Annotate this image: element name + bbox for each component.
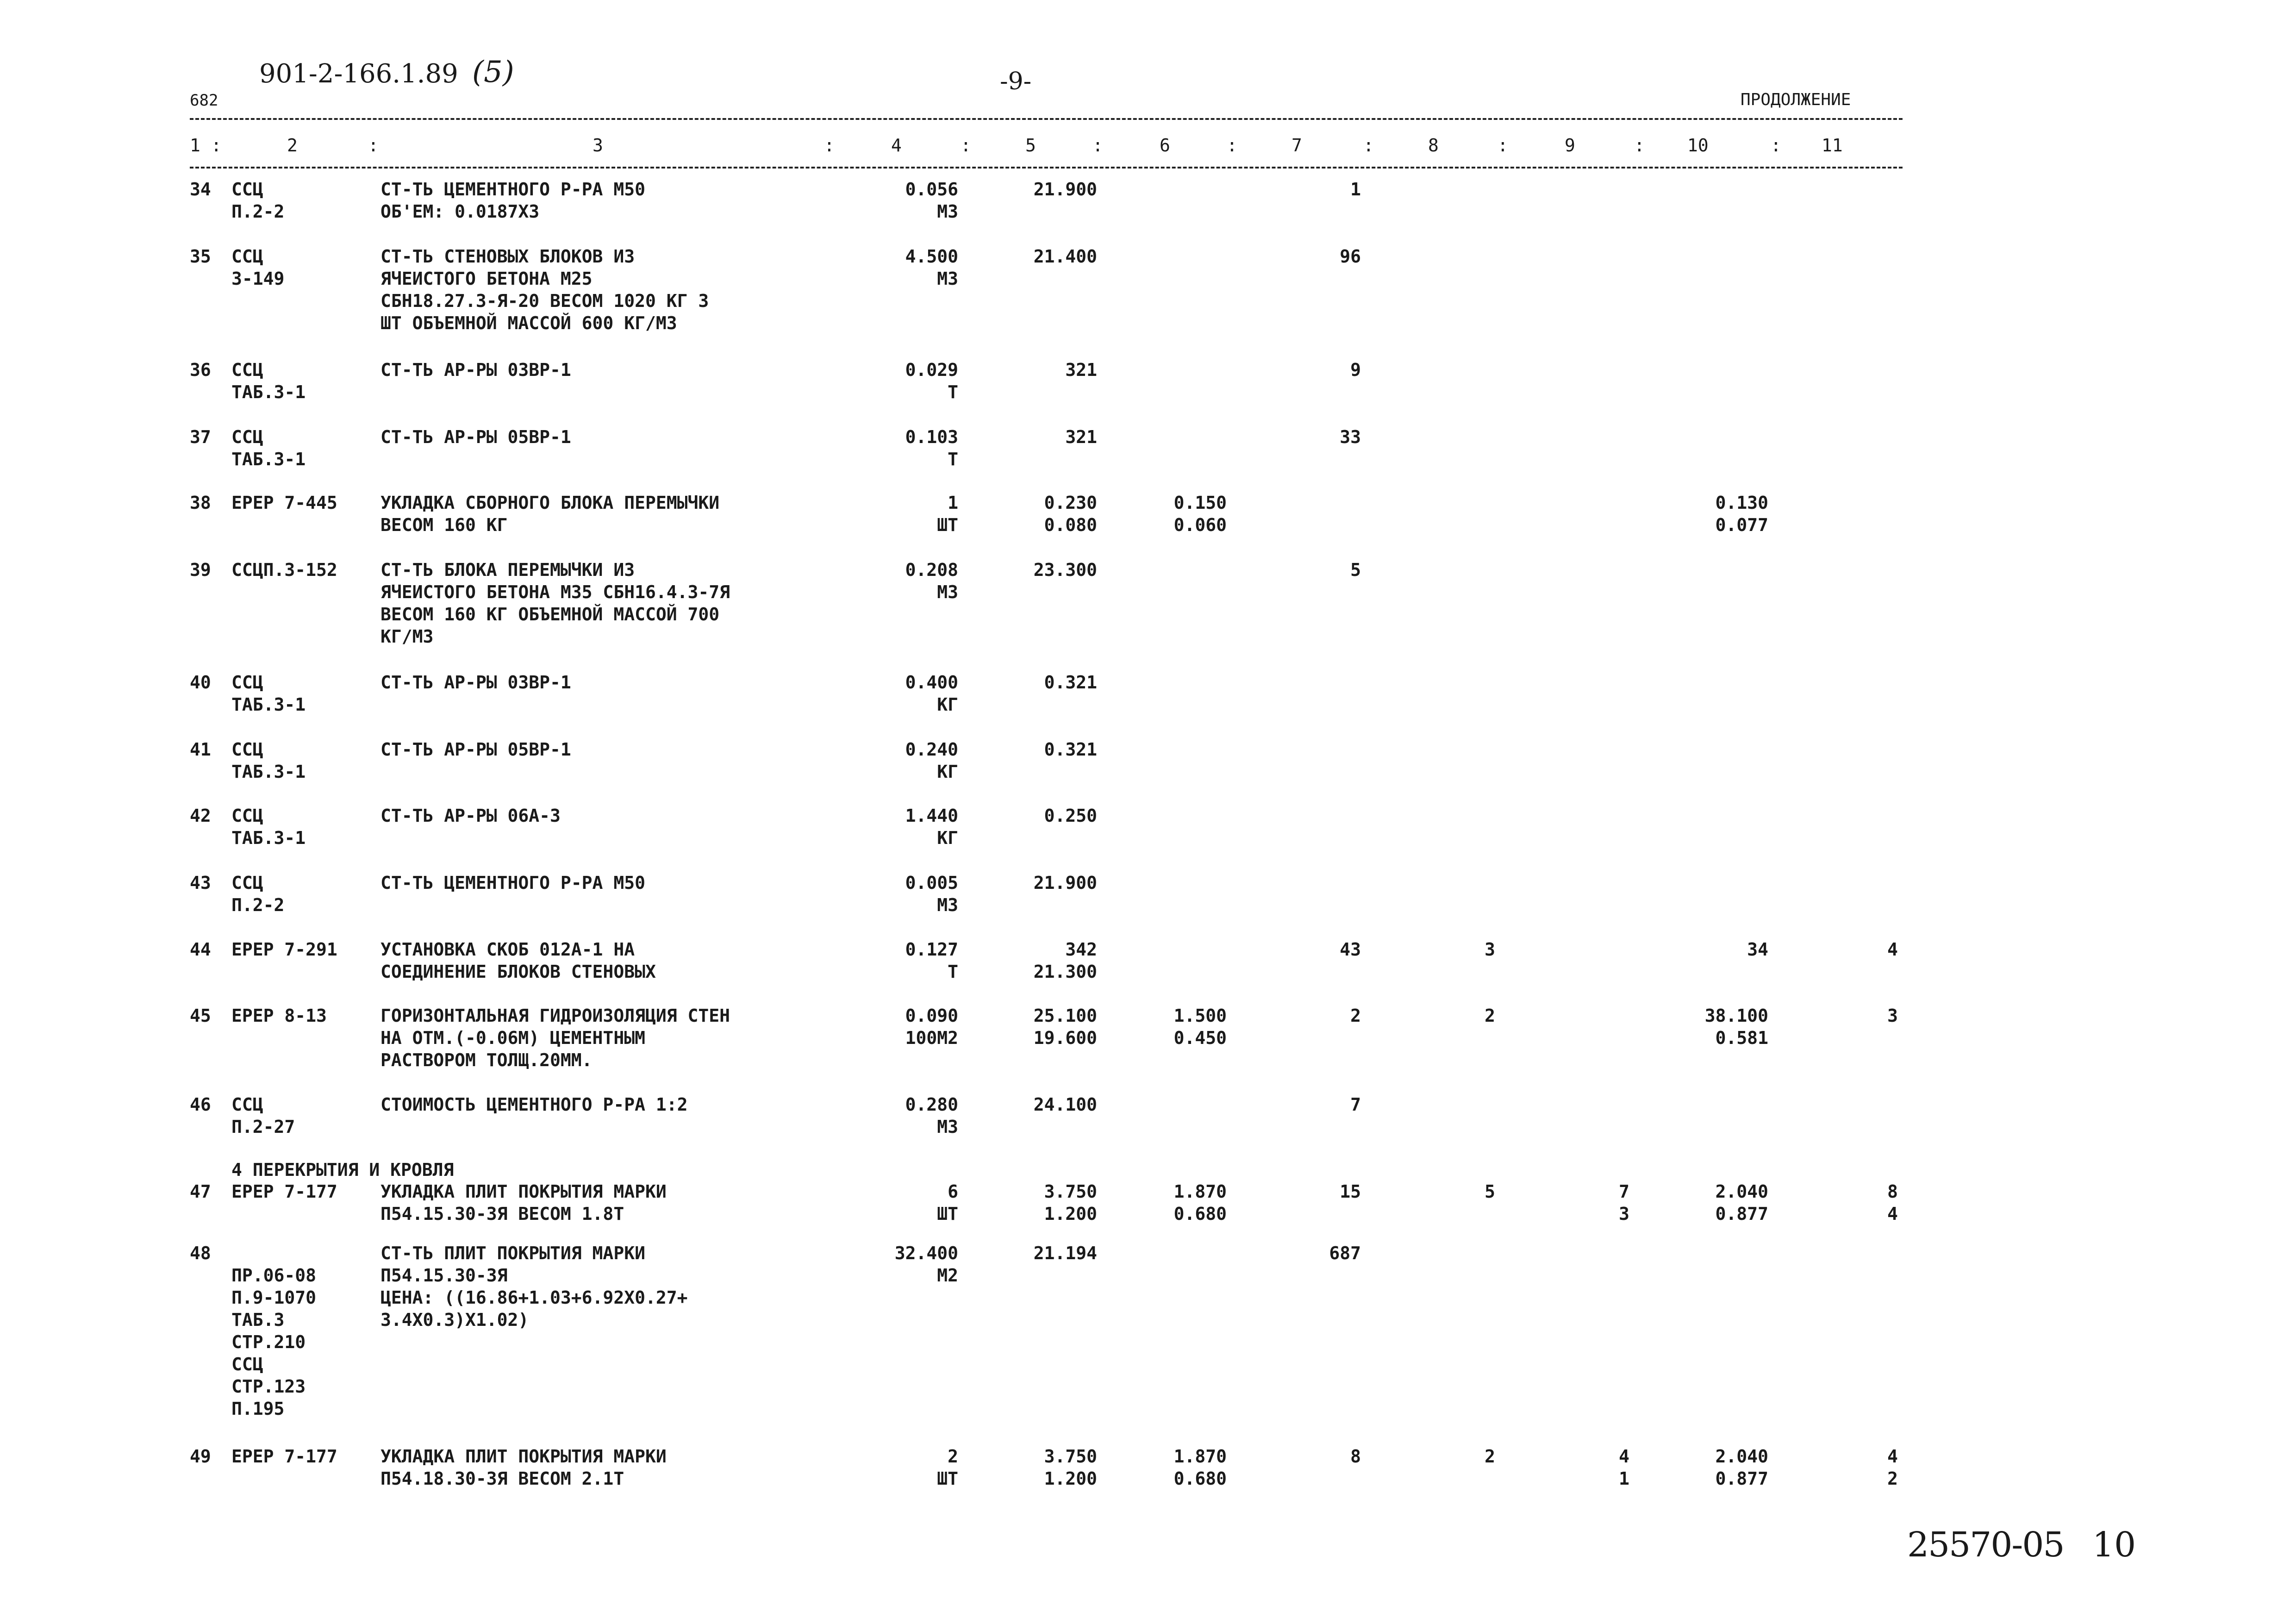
- col-sep: :: [824, 135, 835, 156]
- rate-code: ЕРЕР 7-445: [231, 493, 337, 513]
- sheet-number: 10: [2092, 1525, 2136, 1565]
- quantity: 1 ШТ: [937, 493, 958, 535]
- col-sep: :: [1363, 135, 1374, 156]
- col-header-2: 2: [287, 135, 298, 156]
- col6-value: 1.500 0.450: [1173, 1006, 1227, 1048]
- rate-code: ЕРЕР 8-13: [231, 1006, 327, 1026]
- rate-code: ССЦ П.2-2: [231, 179, 285, 222]
- rate-code: ССЦ ТАБ.3-1: [231, 739, 306, 782]
- col7-value: 96: [1340, 246, 1361, 267]
- work-description: СТ-ТЬ СТЕНОВЫХ БЛОКОВ ИЗ ЯЧЕИСТОГО БЕТОНА М25 СБН18.27.3-Я-20 ВЕСОМ 1020 КГ 3 ШТ ОБЪЕМНОЙ МАССОЙ 600 КГ/М3: [381, 246, 709, 333]
- rate-code: ССЦ ТАБ.3-1: [231, 806, 306, 848]
- rate-code: ССЦ ТАБ.3-1: [231, 427, 306, 469]
- row-number: 49: [190, 1446, 211, 1467]
- col5-value: 3.750 1.200: [1044, 1181, 1097, 1224]
- row-number: 43: [190, 873, 211, 893]
- col10-value: 0.130 0.077: [1715, 493, 1768, 535]
- col-header-1: 1 :: [190, 135, 222, 156]
- rate-code: ССЦ 3-149: [231, 246, 285, 289]
- col10-value: 2.040 0.877: [1715, 1446, 1768, 1489]
- archive-stamp: 25570-05: [1907, 1525, 2064, 1565]
- col8-value: 2: [1485, 1006, 1495, 1026]
- quantity: 32.400 М2: [894, 1243, 958, 1286]
- quantity: 4.500 М3: [905, 246, 958, 289]
- col5-value: 21.900: [1033, 873, 1097, 893]
- col5-value: 321: [1065, 427, 1097, 447]
- work-description: СТОИМОСТЬ ЦЕМЕНТНОГО Р-РА 1:2: [381, 1094, 688, 1115]
- row-number: 38: [190, 493, 211, 513]
- row-number: 40: [190, 672, 211, 693]
- col7-value: 43: [1340, 939, 1361, 960]
- col-header-5: 5: [1025, 135, 1036, 156]
- col8-value: 3: [1485, 939, 1495, 960]
- work-description: СТ-ТЬ АР-РЫ 03ВР-1: [381, 360, 571, 380]
- col8-value: 5: [1485, 1181, 1495, 1202]
- col5-value: 0.250: [1044, 806, 1097, 826]
- col7-value: 7: [1350, 1094, 1361, 1115]
- col-sep: :: [1092, 135, 1103, 156]
- row-number: 46: [190, 1094, 211, 1115]
- quantity: 0.103 Т: [905, 427, 958, 469]
- rate-code: ССЦ ТАБ.3-1: [231, 672, 306, 715]
- col-header-10: 10: [1687, 135, 1709, 156]
- work-description: СТ-ТЬ АР-РЫ 05ВР-1: [381, 739, 571, 760]
- col8-value: 2: [1485, 1446, 1495, 1467]
- row-number: 42: [190, 806, 211, 826]
- row-number: 48: [190, 1243, 211, 1263]
- col6-value: 1.870 0.680: [1173, 1181, 1227, 1224]
- work-description: СТ-ТЬ ЦЕМЕНТНОГО Р-РА М50: [381, 873, 645, 893]
- work-description: СТ-ТЬ ПЛИТ ПОКРЫТИЯ МАРКИ П54.15.30-3Я ЦЕНА: ((16.86+1.03+6.92Х0.27+ 3.4Х0.3)Х1.02): [381, 1243, 688, 1330]
- header-bottom-rule: [190, 167, 1903, 169]
- work-description: СТ-ТЬ ЦЕМЕНТНОГО Р-РА М50 ОБ'ЕМ: 0.0187Х3: [381, 179, 645, 222]
- col11-value: 8 4: [1887, 1181, 1898, 1224]
- col10-value: 38.100 0.581: [1704, 1006, 1768, 1048]
- section-heading: 4 ПЕРЕКРЫТИЯ И КРОВЛЯ: [231, 1160, 454, 1180]
- col5-value: 24.100: [1033, 1094, 1097, 1115]
- col-header-7: 7: [1292, 135, 1302, 156]
- page-number: -9-: [1000, 68, 1032, 95]
- col6-value: 0.150 0.060: [1173, 493, 1227, 535]
- rate-code: ПР.06-08 П.9-1070 ТАБ.3 СТР.210 ССЦ СТР.123 П.195: [231, 1265, 317, 1419]
- col10-value: 34: [1747, 939, 1768, 960]
- col5-value: 23.300: [1033, 560, 1097, 580]
- col-sep: :: [1497, 135, 1508, 156]
- rate-code: ССЦП.3-152: [231, 560, 337, 580]
- col5-value: 3.750 1.200: [1044, 1446, 1097, 1489]
- row-number: 37: [190, 427, 211, 447]
- row-number: 47: [190, 1181, 211, 1202]
- row-number: 45: [190, 1006, 211, 1026]
- quantity: 0.029 Т: [905, 360, 958, 402]
- col5-value: 25.100 19.600: [1033, 1006, 1097, 1048]
- col7-value: 33: [1340, 427, 1361, 447]
- col7-value: 687: [1329, 1243, 1361, 1263]
- quantity: 0.280 М3: [905, 1094, 958, 1137]
- quantity: 0.090 100М2: [905, 1006, 958, 1048]
- quantity: 6 ШТ: [937, 1181, 958, 1224]
- col11-value: 4 2: [1887, 1446, 1898, 1489]
- quantity: 0.240 КГ: [905, 739, 958, 782]
- col7-value: 5: [1350, 560, 1361, 580]
- col-header-9: 9: [1565, 135, 1575, 156]
- quantity: 0.127 Т: [905, 939, 958, 982]
- col5-value: 21.900: [1033, 179, 1097, 200]
- col5-value: 321: [1065, 360, 1097, 380]
- col5-value: 21.400: [1033, 246, 1097, 267]
- rate-code: ЕРЕР 7-177: [231, 1446, 337, 1467]
- col-header-4: 4: [891, 135, 902, 156]
- work-description: УКЛАДКА ПЛИТ ПОКРЫТИЯ МАРКИ П54.18.30-3Я ВЕСОМ 2.1Т: [381, 1446, 667, 1489]
- rate-code: ЕРЕР 7-291: [231, 939, 337, 960]
- rate-code: ССЦ П.2-27: [231, 1094, 295, 1137]
- row-number: 41: [190, 739, 211, 760]
- col7-value: 15: [1340, 1181, 1361, 1202]
- document-revision: (5): [472, 55, 514, 89]
- col11-value: 3: [1887, 1006, 1898, 1026]
- work-description: СТ-ТЬ АР-РЫ 06А-3: [381, 806, 561, 826]
- row-number: 44: [190, 939, 211, 960]
- rate-code: ССЦ ТАБ.3-1: [231, 360, 306, 402]
- rate-code: ССЦ П.2-2: [231, 873, 285, 915]
- quantity: 1.440 КГ: [905, 806, 958, 848]
- col-sep: :: [1634, 135, 1645, 156]
- col10-value: 2.040 0.877: [1715, 1181, 1768, 1224]
- quantity: 0.005 М3: [905, 873, 958, 915]
- quantity: 0.056 М3: [905, 179, 958, 222]
- work-description: УКЛАДКА ПЛИТ ПОКРЫТИЯ МАРКИ П54.15.30-3Я ВЕСОМ 1.8Т: [381, 1181, 667, 1224]
- col-header-8: 8: [1428, 135, 1439, 156]
- work-description: УСТАНОВКА СКОБ 012А-1 НА СОЕДИНЕНИЕ БЛОКОВ СТЕНОВЫХ: [381, 939, 656, 982]
- col9-value: 4 1: [1619, 1446, 1629, 1489]
- row-number: 34: [190, 179, 211, 200]
- col6-value: 1.870 0.680: [1173, 1446, 1227, 1489]
- col11-value: 4: [1887, 939, 1898, 960]
- col5-value: 342 21.300: [1033, 939, 1097, 982]
- col5-value: 0.230 0.080: [1044, 493, 1097, 535]
- col-header-11: 11: [1822, 135, 1843, 156]
- continuation-label: ПРОДОЛЖЕНИЕ: [1741, 90, 1851, 109]
- document-code: 901-2-166.1.89: [259, 59, 458, 89]
- col-sep: :: [1227, 135, 1237, 156]
- col5-value: 21.194: [1033, 1243, 1097, 1263]
- quantity: 0.208 М3: [905, 560, 958, 602]
- col-header-3: 3: [593, 135, 603, 156]
- work-description: СТ-ТЬ АР-РЫ 03ВР-1: [381, 672, 571, 693]
- quantity: 0.400 КГ: [905, 672, 958, 715]
- col5-value: 0.321: [1044, 672, 1097, 693]
- row-number: 39: [190, 560, 211, 580]
- col-sep: :: [1771, 135, 1781, 156]
- work-description: ГОРИЗОНТАЛЬНАЯ ГИДРОИЗОЛЯЦИЯ СТЕН НА ОТМ.(-0.06М) ЦЕМЕНТНЫМ РАСТВОРОМ ТОЛЩ.20ММ.: [381, 1006, 730, 1070]
- work-description: СТ-ТЬ БЛОКА ПЕРЕМЫЧКИ ИЗ ЯЧЕИСТОГО БЕТОНА М35 СБН16.4.3-7Я ВЕСОМ 160 КГ ОБЪЕМНОЙ МАССОЙ 700 КГ/М3: [381, 560, 730, 647]
- page-id: 682: [190, 91, 218, 110]
- col5-value: 0.321: [1044, 739, 1097, 760]
- row-number: 35: [190, 246, 211, 267]
- col7-value: 2: [1350, 1006, 1361, 1026]
- work-description: УКЛАДКА СБОРНОГО БЛОКА ПЕРЕМЫЧКИ ВЕСОМ 160 КГ: [381, 493, 720, 535]
- quantity: 2 ШТ: [937, 1446, 958, 1489]
- col-sep: :: [961, 135, 971, 156]
- rate-code: ЕРЕР 7-177: [231, 1181, 337, 1202]
- col-sep: :: [368, 135, 379, 156]
- work-description: СТ-ТЬ АР-РЫ 05ВР-1: [381, 427, 571, 447]
- col9-value: 7 3: [1619, 1181, 1629, 1224]
- header-top-rule: [190, 118, 1903, 120]
- col-header-6: 6: [1160, 135, 1170, 156]
- row-number: 36: [190, 360, 211, 380]
- col7-value: 8: [1350, 1446, 1361, 1467]
- col7-value: 1: [1350, 179, 1361, 200]
- col7-value: 9: [1350, 360, 1361, 380]
